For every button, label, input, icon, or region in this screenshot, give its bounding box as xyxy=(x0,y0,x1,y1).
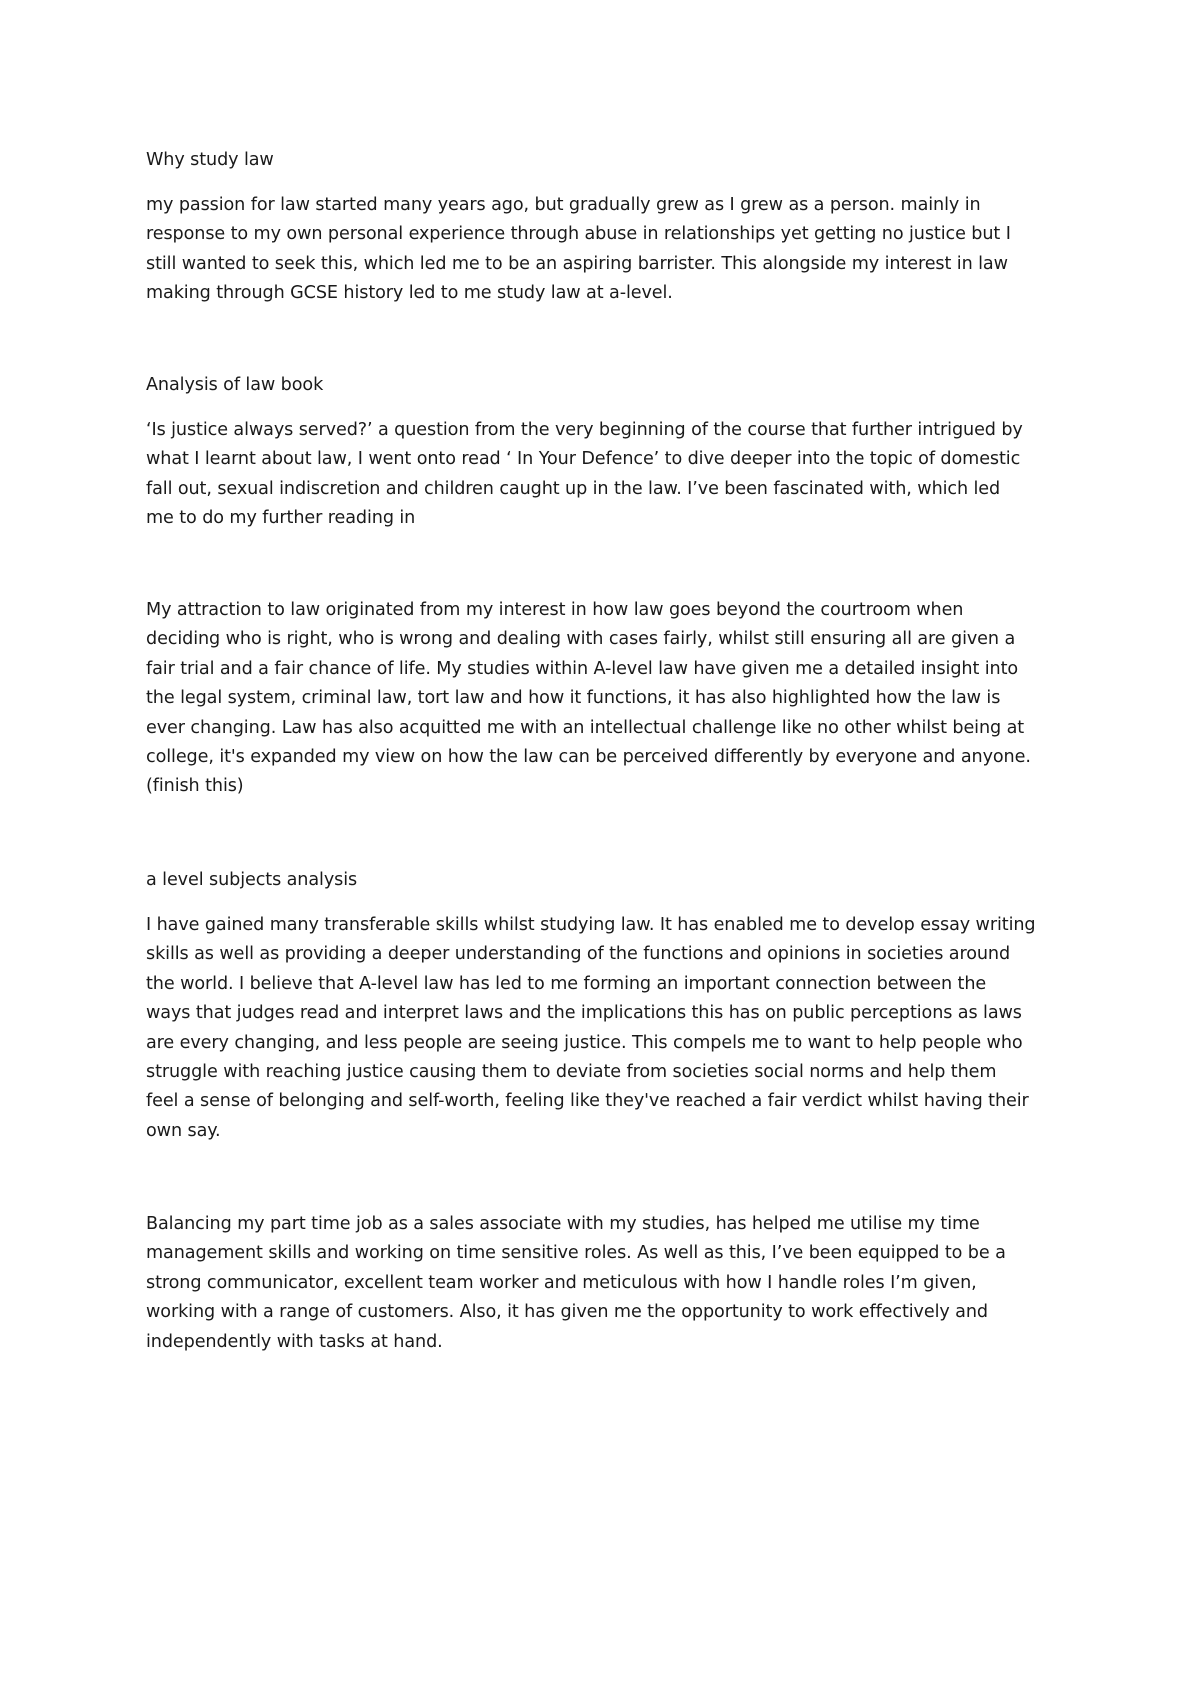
text-line: I have gained many transferable skills whilst studying law. It has enabled me to develop essay writing xyxy=(146,915,1036,935)
text-line: making through GCSE history led to me study law at a-level. xyxy=(146,283,673,304)
text-line: working with a range of customers. Also, it has given me the opportunity to work effectively and xyxy=(146,1302,988,1323)
text-line: (finish this) xyxy=(146,776,244,797)
text-line: the world. I believe that A-level law has led to me forming an important connection between the xyxy=(146,973,987,994)
text-line: deciding who is right, who is wrong and dealing with cases fairly, whilst still ensuring all are given a xyxy=(146,629,1016,650)
section-heading-why-study-law: Why study law xyxy=(146,150,274,170)
paragraph-transferable-skills xyxy=(146,911,1076,1146)
text-line: college, it's expanded my view on how the law can be perceived differently by everyone and anyone. xyxy=(146,747,1031,768)
paragraph-why-study-law xyxy=(146,191,1076,309)
text-line: struggle with reaching justice causing them to deviate from societies social norms and help them xyxy=(146,1062,997,1083)
text-line: ways that judges read and interpret laws and the implications this has on public perceptions as laws xyxy=(146,1003,1022,1024)
text-line: feel a sense of belonging and self-worth, feeling like they've reached a fair verdict whilst having their xyxy=(146,1091,1029,1112)
text-line: skills as well as providing a deeper understanding of the functions and opinions in societies around xyxy=(146,944,1011,965)
text-line: fall out, sexual indiscretion and children caught up in the law. I’ve been fascinated with, which led xyxy=(146,478,1001,499)
text-line: strong communicator, excellent team worker and meticulous with how I handle roles I’m given, xyxy=(146,1272,977,1293)
paragraph-analysis-of-law-book xyxy=(146,416,1076,534)
text-line: fair trial and a fair chance of life. My studies within A-level law have given me a detailed insight into xyxy=(146,658,1019,679)
text-line: ‘Is justice always served?’ a question from the very beginning of the course that further intrigued by xyxy=(146,420,1023,440)
text-line: own say. xyxy=(146,1120,221,1141)
text-line: what I learnt about law, I went onto read ‘ In Your Defence’ to dive deeper into the topic of domestic xyxy=(146,449,1021,470)
text-line: are every changing, and less people are seeing justice. This compels me to want to help people who xyxy=(146,1032,1023,1053)
text-line: my passion for law started many years ago, but gradually grew as I grew as a person. mainly in xyxy=(146,195,981,215)
section-heading-analysis-of-law-book: Analysis of law book xyxy=(146,375,324,395)
text-line: the legal system, criminal law, tort law and how it functions, it has also highlighted how the law is xyxy=(146,688,1001,709)
section-heading-a-level-subjects-analysis: a level subjects analysis xyxy=(146,870,358,890)
text-line: My attraction to law originated from my interest in how law goes beyond the courtroom when xyxy=(146,600,964,620)
paragraph-part-time-job xyxy=(146,1210,1076,1357)
text-line: me to do my further reading in xyxy=(146,508,416,529)
text-line: ever changing. Law has also acquitted me with an intellectual challenge like no other whilst being at xyxy=(146,717,1025,738)
text-line: response to my own personal experience through abuse in relationships yet getting no justice but I xyxy=(146,224,1011,245)
text-line: Balancing my part time job as a sales associate with my studies, has helped me utilise my time xyxy=(146,1214,980,1234)
text-line: independently with tasks at hand. xyxy=(146,1331,443,1352)
text-line: management skills and working on time sensitive roles. As well as this, I’ve been equipped to be a xyxy=(146,1243,1006,1264)
text-line: still wanted to seek this, which led me to be an aspiring barrister. This alongside my interest in law xyxy=(146,253,1008,274)
paragraph-attraction-to-law xyxy=(146,596,1076,802)
